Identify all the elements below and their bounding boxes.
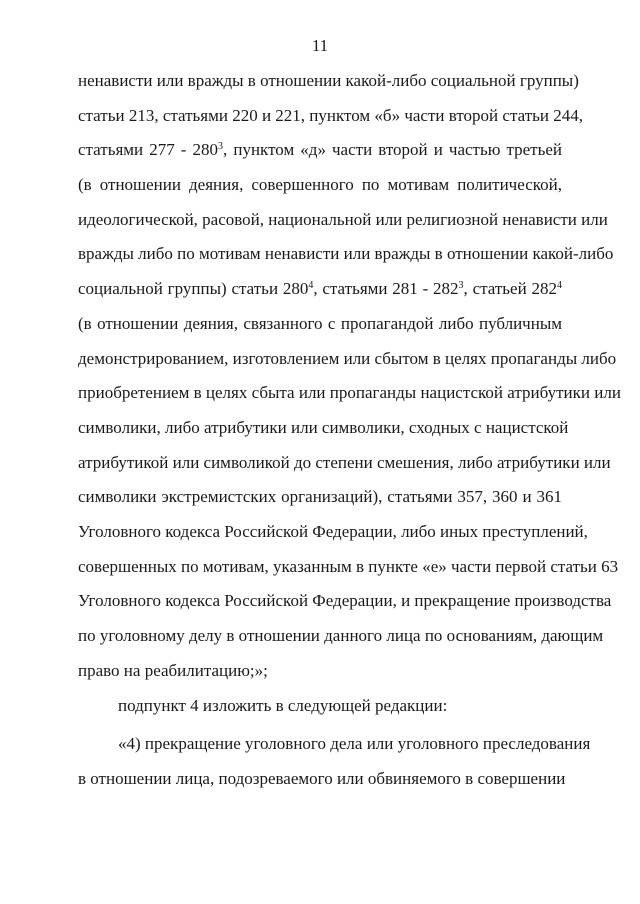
text-fragment: , статьями 281 - 282: [313, 279, 459, 299]
item-paragraph: [78, 727, 591, 796]
sub-paragraph: [78, 689, 562, 724]
text-line: атрибутикой или символикой до степени смешения, либо атрибутики или: [78, 452, 611, 472]
text-line: Уголовного кодекса Российской Федерации, и прекращение производства: [78, 591, 612, 611]
text-line: в отношении лица, подозреваемого или обвиняемого в совершении: [78, 768, 566, 788]
text-line: [78, 133, 562, 168]
text-line: [78, 272, 562, 307]
text-line: символики, либо атрибутики или символики, сходных с нацистской: [78, 417, 569, 437]
text-line: идеологической, расовой, национальной или религиозной ненависти или: [78, 209, 608, 229]
text-fragment: , пунктом «д» части второй и частью третьей: [223, 140, 562, 160]
text-line: совершенных по мотивам, указанным в пункте «е» части первой статьи 63: [78, 556, 619, 576]
text-line: демонстрированием, изготовлением или сбытом в целях пропаганды либо: [78, 348, 617, 368]
text-line: ненависти или вражды в отношении какой-либо социальной группы): [78, 71, 579, 90]
superscript: 3: [218, 141, 224, 153]
text-line: приобретением в целях сбыта или пропаганды нацистской атрибутики или: [78, 383, 621, 403]
text-line: «4) прекращение уголовного дела или уголовного преследования: [118, 734, 591, 753]
text-line: по уголовному делу в отношении данного лица по основаниям, дающим: [78, 626, 604, 645]
text-fragment: статьями 277 - 280: [78, 140, 219, 160]
text-fragment: социальной группы) статьи 280: [78, 279, 309, 299]
superscript: 4: [308, 280, 314, 292]
superscript: 4: [557, 280, 562, 292]
superscript: 3: [458, 280, 464, 292]
text-line: символики экстремистских организаций), статьями 357, 360 и 361: [78, 487, 562, 507]
text-line: право на реабилитацию;»;: [78, 660, 268, 680]
text-line: Уголовного кодекса Российской Федерации, либо иных преступлений,: [78, 521, 588, 541]
text-fragment: , статьей 282: [463, 279, 557, 299]
main-paragraph: [78, 64, 621, 688]
text-line: (в отношении деяния, совершенного по мотивам политической,: [78, 175, 562, 195]
text-line: вражды либо по мотивам ненависти или вражды в отношении какой-либо: [78, 244, 614, 264]
page-number: 11: [311, 36, 329, 55]
text-line: (в отношении деяния, связанного с пропагандой либо публичным: [78, 313, 562, 333]
text-line: подпункт 4 изложить в следующей редакции:: [118, 696, 448, 715]
text-line: статьи 213, статьями 220 и 221, пунктом «б» части второй статьи 244,: [78, 105, 583, 125]
